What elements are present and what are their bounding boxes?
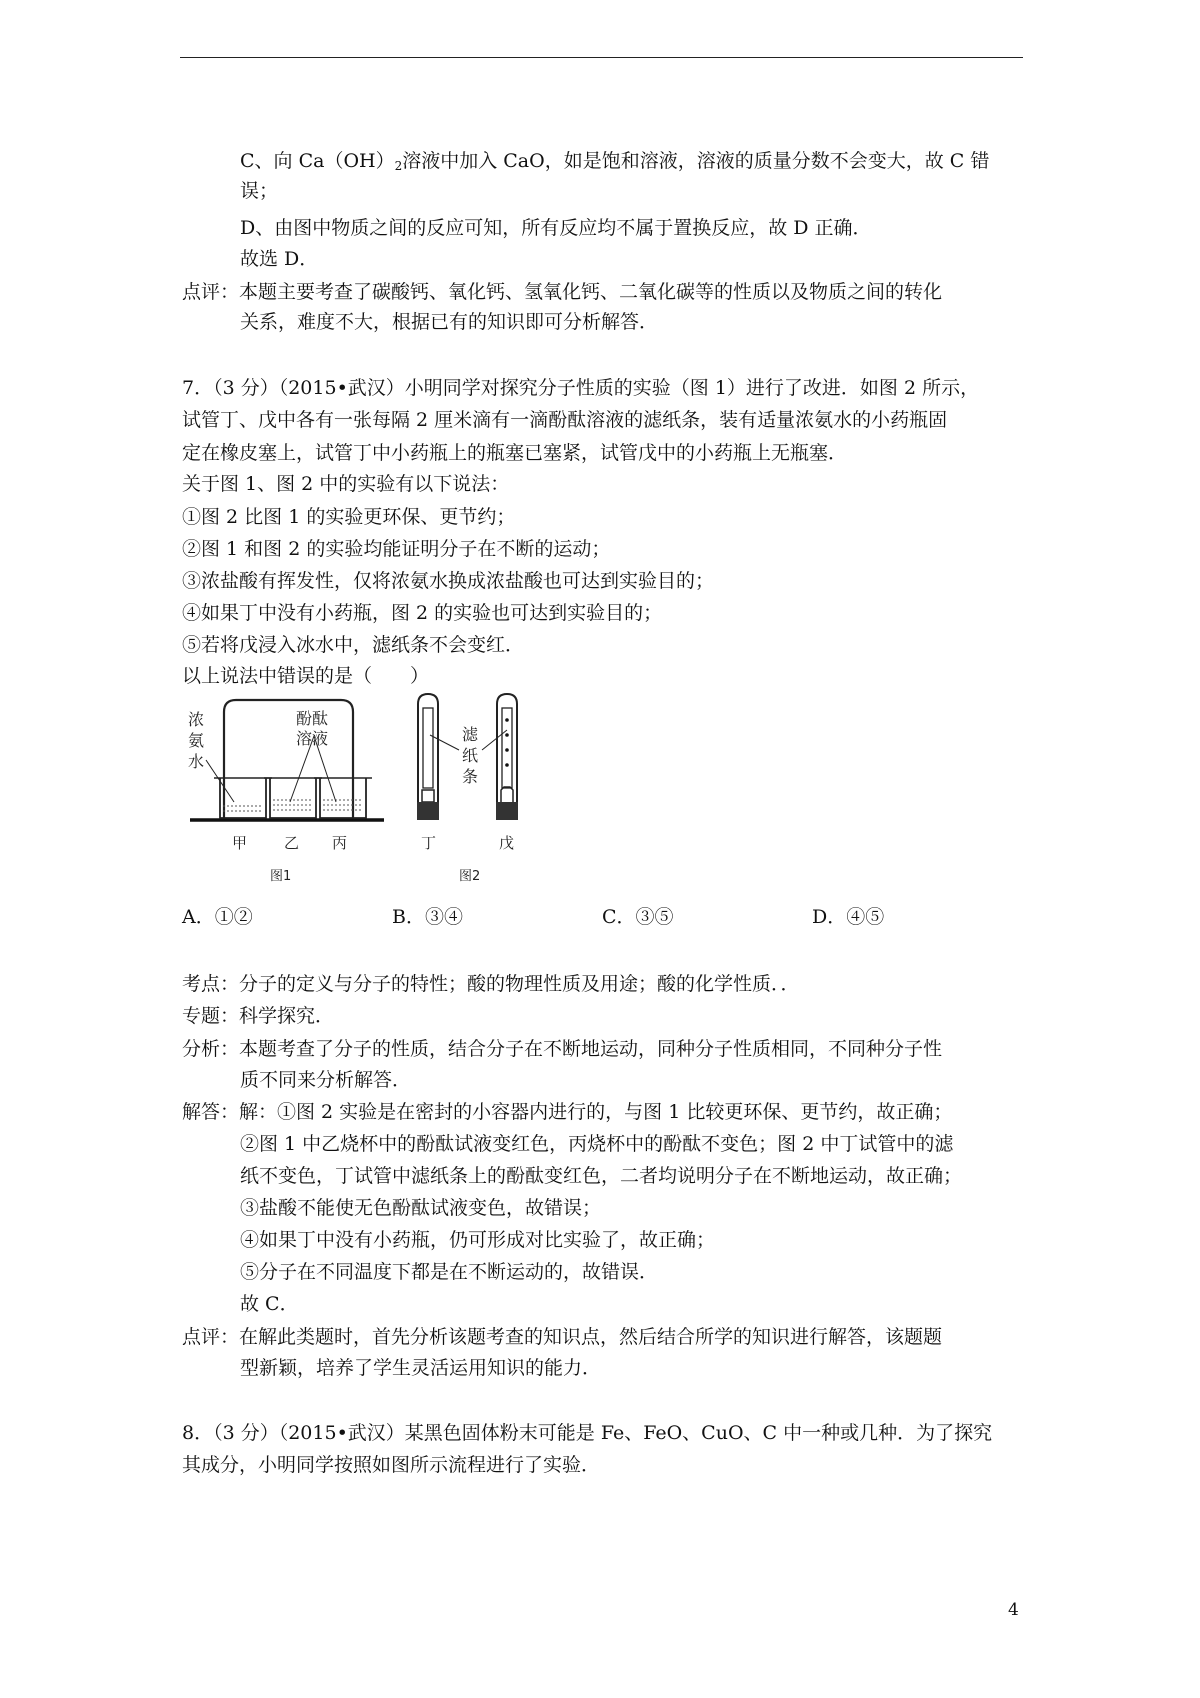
q7-jieda-line: 解答：解：①图 2 实验是在密封的小容器内进行的，与图 1 比较更环保、更节约，故正确； (182, 1101, 953, 1123)
q7-question: 以上说法中错误的是（ ） (182, 665, 430, 687)
q7-stem-line: 定在橡皮塞上，试管丁中小药瓶上的瓶塞已塞紧，试管戊中的小药瓶上无瓶塞． (182, 442, 848, 464)
fig1-label-concentrated-ammonia: 水 (188, 752, 205, 771)
q6-comment-line1: 点评：本题主要考查了碳酸钙、氧化钙、氢氧化钙、二氧化碳等的性质以及物质之间的转化 (182, 281, 943, 303)
fig2-caption: 图2 (459, 869, 481, 884)
q7-option-c: C．③⑤ (602, 906, 674, 928)
fig1-label-concentrated-ammonia: 氨 (188, 731, 205, 750)
q6-option-d: D、由图中物质之间的反应可知，所有反应均不属于置换反应，故 D 正确． (240, 217, 872, 239)
q7-dianping-line2: 型新颖，培养了学生灵活运用知识的能力． (240, 1357, 602, 1379)
fig2-label-filter-paper: 纸 (462, 746, 479, 765)
page-number: 4 (1008, 1600, 1019, 1620)
q7-jieda-line: ⑤分子在不同温度下都是在不断运动的，故错误． (240, 1261, 659, 1283)
q7-kaodian: 考点：分子的定义与分子的特性；酸的物理性质及用途；酸的化学性质．． (182, 973, 800, 995)
q7-statement-1: ①图 2 比图 1 的实验更环保、更节约； (182, 506, 516, 528)
q7-stem-line: 试管丁、戊中各有一张每隔 2 厘米滴有一滴酚酞溶液的滤纸条，装有适量浓氨水的小药瓶固 (182, 409, 948, 431)
header-rule (180, 57, 1023, 58)
q7-option-b: B．③④ (392, 906, 463, 928)
q7-stem-line: 关于图 1、图 2 中的实验有以下说法： (182, 473, 510, 495)
q7-experiment-figure (186, 690, 526, 895)
q7-answer: 故 C． (240, 1293, 299, 1315)
q7-stem-line: 7．（3 分）（2015•武汉）小明同学对探究分子性质的实验（图 1）进行了改进．如图 2 所示， (182, 377, 980, 399)
q7-zhuanti: 专题：科学探究． (182, 1005, 335, 1027)
fig1-caption: 图1 (270, 869, 292, 884)
q6-option-c-line1: C、向 $Ca(OH)_2$溶液中加入 CaO，如是饱和溶液，溶液的质量分数不会变大，故 C 错 (240, 150, 990, 173)
q7-fenxi-line1: 分析：本题考查了分子的性质，结合分子在不断地运动，同种分子性质相同，不同种分子性 (182, 1038, 943, 1060)
q7-statement-2: ②图 1 和图 2 的实验均能证明分子在不断的运动； (182, 538, 611, 560)
q7-option-d: D．④⑤ (812, 906, 885, 928)
q7-option-a: A．①② (182, 906, 253, 928)
fig1-label-phenolphthalein: 酚酞 (296, 709, 329, 728)
q7-dianping-line1: 点评：在解此类题时，首先分析该题考查的知识点，然后结合所学的知识进行解答，该题题 (182, 1326, 943, 1348)
q8-stem-line1: 8．（3 分）（2015•武汉）某黑色固体粉末可能是 Fe、FeO、CuO、C 中一种或几种．为了探究 (182, 1422, 993, 1444)
fig2-label-filter-paper: 滤 (462, 725, 479, 744)
q6-choice: 故选 D． (240, 248, 319, 270)
q7-jieda-line: ②图 1 中乙烧杯中的酚酞试液变红色，丙烧杯中的酚酞不变色；图 2 中丁试管中的滤 (240, 1133, 954, 1155)
q7-statement-4: ④如果丁中没有小药瓶，图 2 的实验也可达到实验目的； (182, 602, 663, 624)
fig1-label-phenolphthalein: 溶液 (296, 729, 329, 748)
fig2-label-filter-paper: 条 (462, 767, 479, 786)
fig1-beaker-label: 甲 (232, 834, 248, 852)
fig2-tube-label: 戊 (499, 834, 515, 852)
q7-statement-5: ⑤若将戊浸入冰水中，滤纸条不会变红． (182, 634, 525, 656)
q7-jieda-line: 纸不变色，丁试管中滤纸条上的酚酞变红色，二者均说明分子在不断地运动，故正确； (240, 1165, 963, 1187)
q6-comment-line2: 关系，难度不大，根据已有的知识即可分析解答． (240, 311, 659, 333)
fig1-beaker-label: 丙 (332, 834, 348, 852)
q7-fenxi-line2: 质不同来分析解答． (240, 1069, 412, 1091)
q6-option-c-line2: 误； (240, 180, 279, 202)
q8-stem-line2: 其成分，小明同学按照如图所示流程进行了实验． (182, 1454, 601, 1476)
fig1-beaker-label: 乙 (284, 834, 300, 852)
fig1-label-concentrated-ammonia: 浓 (188, 710, 205, 729)
q7-statement-3: ③浓盐酸有挥发性，仅将浓氨水换成浓盐酸也可达到实验目的； (182, 570, 715, 592)
q7-jieda-line: ③盐酸不能使无色酚酞试液变色，故错误； (240, 1197, 602, 1219)
q7-jieda-line: ④如果丁中没有小药瓶，仍可形成对比实验了，故正确； (240, 1229, 716, 1251)
fig2-tube-label: 丁 (421, 834, 437, 852)
